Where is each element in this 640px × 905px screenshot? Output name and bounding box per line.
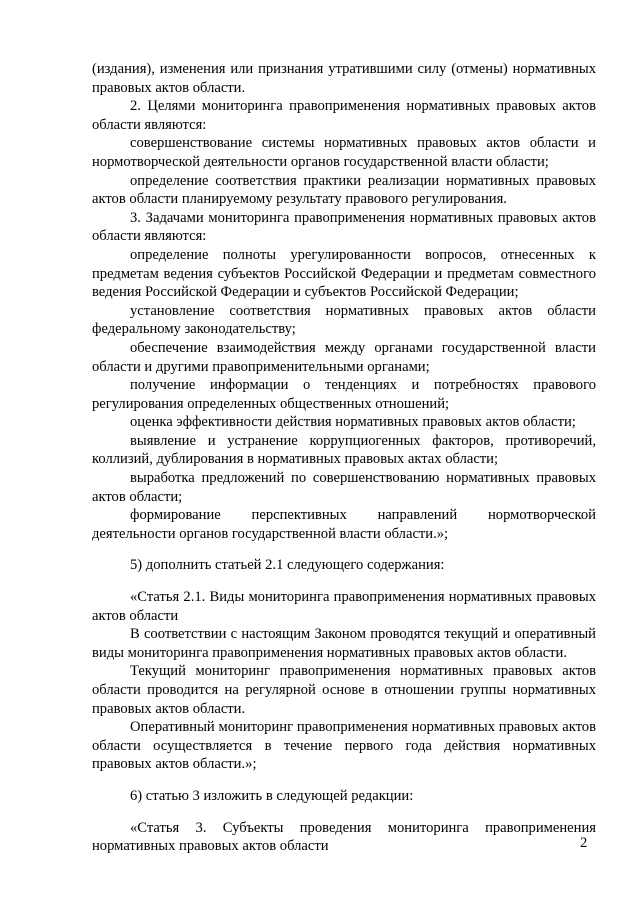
paragraph-task-7: выработка предложений по совершенствованию нормативных правовых актов области;: [92, 470, 596, 505]
paragraph-amendment-5: 5) дополнить статьей 2.1 следующего содержания:: [130, 557, 445, 574]
article-2-1-paragraph-2: Текущий мониторинг правоприменения нормативных правовых актов области проводится на регулярной основе в отношении группы нормативных правовых актов области.: [92, 663, 596, 717]
paragraph-goal-1: совершенствование системы нормативных правовых актов области и нормотворческой деятельности органов государственной власти области;: [92, 135, 596, 170]
paragraph-task-6: выявление и устранение коррупциогенных факторов, противоречий, коллизий, дублирования в нормативных правовых актах области;: [92, 432, 596, 468]
article-2-1-title: «Статья 2.1. Виды мониторинга правоприменения нормативных правовых актов области: [92, 589, 596, 624]
paragraph-goals-heading: 2. Целями мониторинга правоприменения нормативных правовых актов области являются:: [92, 98, 596, 133]
article-2-1-paragraph-1: В соответствии с настоящим Законом проводятся текущий и оперативный виды мониторинга правоприменения нормативных правовых актов области.: [92, 626, 596, 661]
document-body: [92, 60, 596, 856]
paragraph-task-4: получение информации о тенденциях и потребностях правового регулирования определенных общественных отношений;: [92, 377, 596, 412]
paragraph-task-1: определение полноты урегулированности вопросов, отнесенных к предметам ведения субъектов Российской Федерации и предметам совместного ведения Российской Федерации и субъектов Российской Федерации;: [92, 246, 596, 301]
article-2-1-paragraph-3: Оперативный мониторинг правоприменения нормативных правовых актов области осуществляется в течение первого года действия нормативных правовых актов области.»;: [92, 719, 596, 773]
page-number: 2: [580, 835, 588, 851]
paragraph-continuation: (издания), изменения или признания утратившими силу (отмены) нормативных правовых актов области.: [92, 61, 596, 96]
paragraph-task-3: обеспечение взаимодействия между органами государственной власти области и другими правоприменительными органами;: [92, 339, 596, 375]
article-3-title: «Статья 3. Субъекты проведения мониторинга правоприменения нормативных правовых актов области: [92, 819, 596, 855]
paragraph-task-8: формирование перспективных направлений нормотворческой деятельности органов государственной власти области.»;: [92, 507, 596, 542]
paragraph-task-2: установление соответствия нормативных правовых актов области федеральному законодательству;: [92, 302, 596, 338]
paragraph-task-5: оценка эффективности действия нормативных правовых актов области;: [130, 414, 576, 431]
paragraph-amendment-6: 6) статью 3 изложить в следующей редакции:: [130, 787, 414, 804]
paragraph-goal-2: определение соответствия практики реализации нормативных правовых актов области планируемому результату правового регулирования.: [92, 172, 596, 208]
paragraph-tasks-heading: 3. Задачами мониторинга правоприменения нормативных правовых актов области являются:: [92, 209, 596, 245]
